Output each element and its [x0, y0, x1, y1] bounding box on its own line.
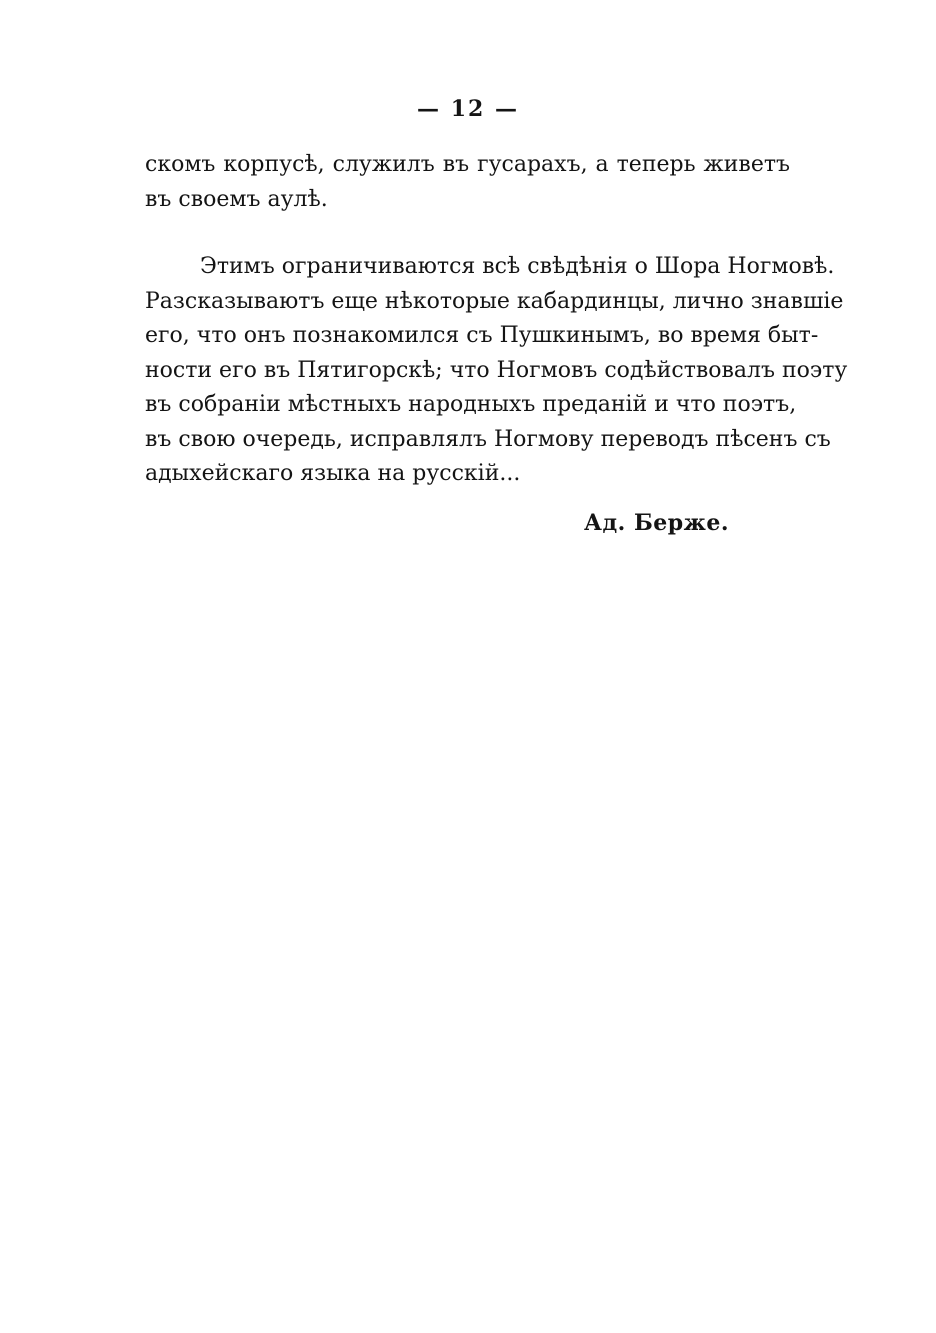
text-line: Разсказываютъ еще нѣкоторые кабардинцы, лично знавшіе: [145, 288, 844, 314]
page-number: — 12 —: [417, 96, 519, 122]
text-line: ности его въ Пятигорскѣ; что Ногмовъ содѣйствовалъ поэту: [145, 357, 848, 383]
text-line: адыхейскаго языка на русскій...: [145, 461, 521, 486]
paragraph-main: [145, 250, 848, 492]
text-line: скомъ корпусѣ, служилъ въ гусарахъ, а теперь живетъ: [145, 152, 790, 177]
text-line: въ своемъ аулѣ.: [145, 186, 328, 212]
text-line: Этимъ ограничиваются всѣ свѣдѣнія о Шора Ногмовѣ.: [200, 254, 835, 279]
paragraph-continuation: [145, 148, 790, 217]
text-line: въ свою очередь, исправлялъ Ногмову переводъ пѣсенъ съ: [145, 426, 831, 452]
text-line: въ собраніи мѣстныхъ народныхъ преданій и что поэтъ,: [145, 392, 797, 417]
text-line: его, что онъ познакомился съ Пушкинымъ, во время быт-: [145, 323, 819, 348]
author-signature: Ад. Берже.: [584, 510, 729, 536]
